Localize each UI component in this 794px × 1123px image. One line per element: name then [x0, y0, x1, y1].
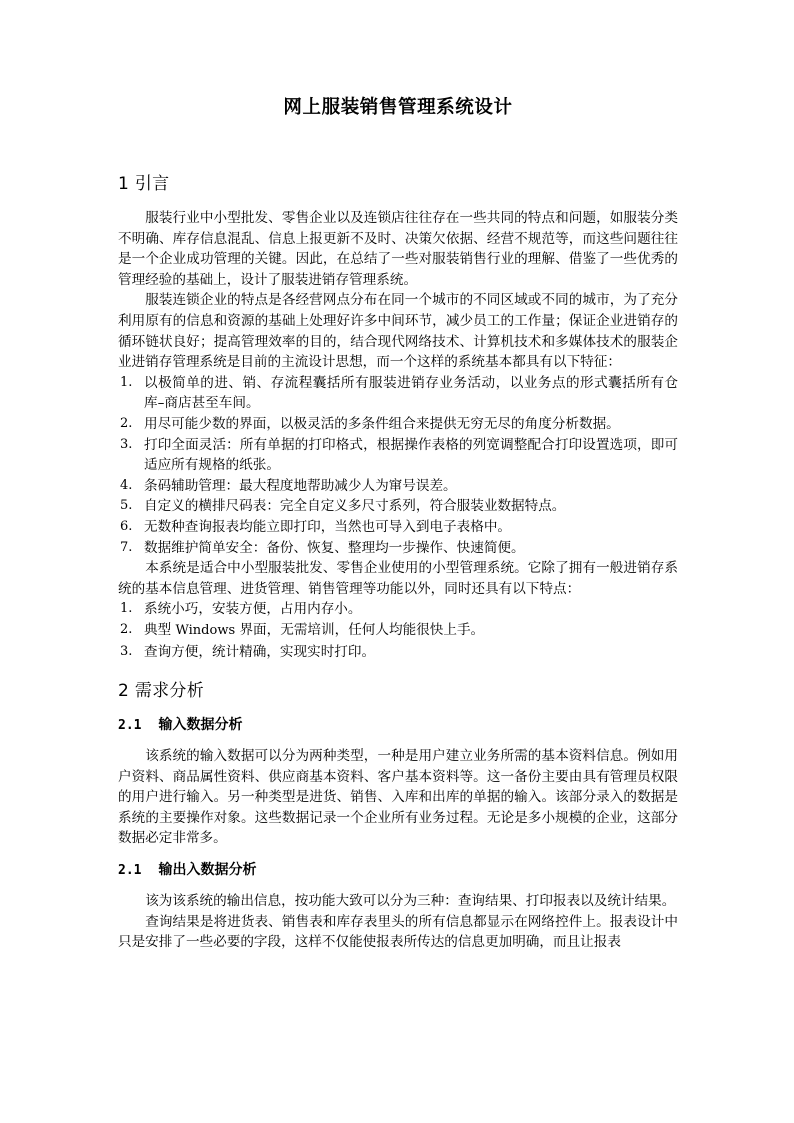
paragraph-intro-1: 服装行业中小型批发、零售企业以及连锁店往往存在一些共同的特点和问题，如服装分类不明确、库存信息混乱、信息上报更新不及时、决策欠依据、经营不规范等，而这些问题往往是一个企业成功管理的关键。因此，在总结了一些对服装销售行业的理解、借鉴了一些优秀的管理经验的基础上，设计了服装进销存管理系统。 [118, 210, 678, 288]
list-item [118, 517, 678, 538]
paragraph-intro-2: 服装连锁企业的特点是各经营网点分布在同一个城市的不同区域或不同的城市，为了充分利用原有的信息和资源的基础上处理好许多中间环节，减少员工的工作量；保证企业进销存的循环链状良好；提高管理效率的目的，结合现代网络技术、计算机技术和多媒体技术的服装企业进销存管理系统是目前的主流设计思想，而一个这样的系统基本都具有以下特征： [118, 292, 678, 371]
list-marker: 4. [120, 477, 133, 493]
paragraph-input-1: 该系统的输入数据可以分为两种类型，一种是用户建立业务所需的基本资料信息。例如用户资料、商品属性资料、供应商基本资料、客户基本资料等。这一备份主要由具有管理员权限的用户进行输入。另一种类型是进货、销售、入库和出库的单据的输入。该部分录入的数据是系统的主要操作对象。这些数据记录一个企业所有业务过程。无论是多小规模的企业，这部分数据必定非常多。 [118, 748, 678, 847]
list-item-text: 以极简单的进、销、存流程囊括所有服装进销存业务活动，以业务点的形式囊括所有仓库–商店甚至车间。 [144, 374, 678, 412]
spacer [118, 849, 678, 861]
list-marker: 2. [120, 621, 133, 637]
list-marker: 2. [120, 416, 133, 431]
list-item [118, 414, 678, 435]
section-heading-1: 1 引言 [118, 173, 170, 194]
spacer [118, 880, 678, 891]
list-item [118, 599, 678, 620]
subsection-number: 2.1 [118, 718, 142, 734]
paragraph-output-1: 该为该系统的输出信息，按功能大致可以分为三种：查询结果、打印报表以及统计结果。 [145, 892, 676, 909]
spacer [118, 735, 678, 746]
list-item-text-suffix: 界面，无需培训，任何人均能很快上手。 [235, 621, 485, 638]
paragraph-intro-3: 本系统是适合中小型服装批发、零售企业使用的小型管理系统。它除了拥有一般进销存系统的基本信息管理、进货管理、销售管理等功能以外，同时还具有以下特点： [118, 560, 678, 597]
list-item-text: 自定义的横排尺码表：完全自定义多尺寸系列，符合服装业数据特点。 [144, 498, 566, 515]
advantage-list [118, 599, 678, 662]
spacer [118, 195, 678, 208]
list-item-text: 用尽可能少数的界面，以极灵活的多条件组合来提供无穷无尽的角度分析数据。 [144, 416, 620, 432]
list-marker: 1. [120, 374, 133, 390]
list-item [118, 373, 678, 414]
list-item-text: 查询方便，统计精确，实现实时打印。 [144, 643, 376, 660]
page-title: 网上服装销售管理系统设计 [283, 97, 513, 118]
subsection-heading-input [118, 716, 678, 735]
list-marker: 3. [120, 643, 133, 659]
subsection-number: 2.1 [118, 863, 142, 879]
paragraph-output-2: 查询结果是将进货表、销售表和库存表里头的所有信息都显示在网络控件上。报表设计中只是安排了一些必要的字段，这样不仅能使报表所传达的信息更加明确，而且让报表 [118, 913, 678, 951]
subsection-title: 输入数据分析 [158, 717, 243, 734]
list-marker: 7. [120, 539, 133, 555]
list-item [118, 538, 678, 559]
list-item [118, 496, 678, 517]
list-item-text-mono: Windows [175, 622, 236, 638]
list-item [118, 620, 678, 642]
list-marker: 5. [120, 498, 133, 514]
list-item [118, 435, 678, 476]
spacer [118, 121, 678, 173]
document-content [118, 96, 678, 953]
feature-list [118, 373, 678, 558]
list-item [118, 642, 678, 663]
list-item-text: 系统小巧，安装方便，占用内存小。 [144, 601, 362, 618]
subsection-heading-output [118, 861, 678, 880]
list-item-text: 无数种查询报表均能立即打印，当然也可导入到电子表格中。 [144, 518, 512, 535]
list-item-text-prefix: 典型 [144, 621, 176, 638]
list-marker: 1. [120, 601, 133, 617]
list-item-text: 数据维护简单安全：备份、恢复、整理均一步操作、快速简便。 [144, 539, 525, 556]
list-marker: 3. [120, 436, 133, 452]
spacer [118, 702, 678, 716]
list-item-text: 条码辅助管理：最大程度地帮助减少人为窜号误差。 [144, 477, 457, 494]
list-item [118, 476, 678, 497]
section-heading-2: 2 需求分析 [118, 681, 205, 702]
subsection-title: 输出入数据分析 [158, 862, 257, 879]
list-marker: 6. [120, 518, 133, 534]
spacer [118, 662, 678, 680]
list-item-text: 打印全面灵活：所有单据的打印格式，根据操作表格的列宽调整配合打印设置选项，即可适应所有规格的纸张。 [144, 436, 678, 474]
